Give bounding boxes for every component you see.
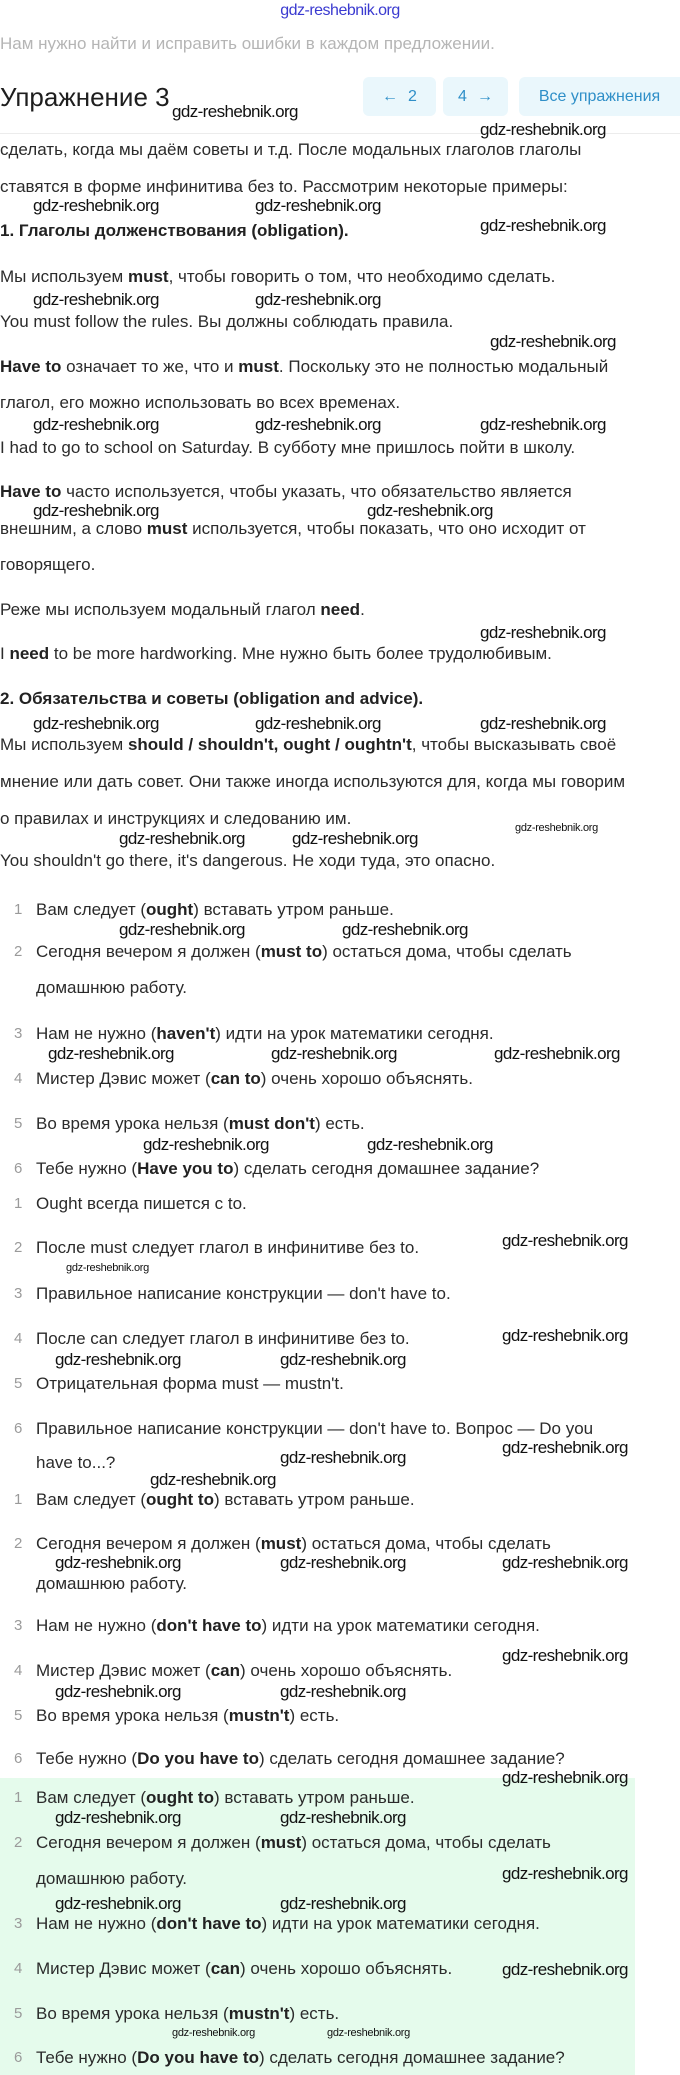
bold-term: ought bbox=[146, 900, 194, 919]
watermark: gdz-reshebnik.org bbox=[494, 1044, 620, 1063]
watermark: gdz-reshebnik.org bbox=[172, 2027, 255, 2039]
text-run: говорящего. bbox=[0, 555, 96, 574]
text-run: означает то же, что и bbox=[61, 357, 239, 376]
bold-term: don't have to bbox=[156, 1914, 262, 1933]
text-run: I bbox=[0, 644, 10, 663]
text-run: сделать, когда мы даём советы и т.д. После модальных глаголов глаголы bbox=[0, 140, 582, 159]
watermark: gdz-reshebnik.org bbox=[55, 1808, 181, 1827]
all-exercises-label: Все упражнения bbox=[538, 87, 661, 105]
watermark: gdz-reshebnik.org bbox=[55, 1553, 181, 1572]
bold-term: 2. Обязательства и советы (obligation and advice). bbox=[0, 689, 424, 708]
item-number: 2 bbox=[14, 1239, 23, 1256]
bold-term: can bbox=[210, 1959, 241, 1978]
text-run: , чтобы высказывать своё bbox=[411, 735, 617, 754]
bold-term: must bbox=[260, 1833, 302, 1852]
watermark: gdz-reshebnik.org bbox=[255, 714, 381, 733]
bold-term: must bbox=[146, 519, 188, 538]
item-number: 4 bbox=[14, 1662, 23, 1679]
item-number: 4 bbox=[14, 1070, 23, 1087]
list-item-text bbox=[36, 2004, 339, 2024]
theory-line bbox=[0, 600, 365, 620]
prev-exercise-label: 2 bbox=[408, 87, 417, 105]
text-run: . bbox=[360, 600, 365, 619]
all-exercises-button[interactable] bbox=[519, 77, 680, 116]
theory-line bbox=[0, 312, 453, 332]
text-run: ) очень хорошо объяснять. bbox=[240, 1959, 453, 1978]
text-run: Вам следует ( bbox=[36, 900, 146, 919]
watermark: gdz-reshebnik.org bbox=[502, 1646, 628, 1665]
item-number: 2 bbox=[14, 1535, 23, 1552]
text-run: ) сделать сегодня домашнее задание? bbox=[258, 1749, 565, 1768]
bold-term: Do you have to bbox=[137, 1749, 259, 1768]
text-run: . Поскольку это не полностью модальный bbox=[278, 357, 609, 376]
item-number: 6 bbox=[14, 1750, 23, 1767]
text-run: ) идти на урок математики сегодня. bbox=[261, 1914, 540, 1933]
watermark: gdz-reshebnik.org bbox=[327, 2027, 410, 2039]
list-item-text bbox=[36, 1069, 473, 1089]
watermark: gdz-reshebnik.org bbox=[480, 623, 606, 642]
text-run: Сегодня вечером я должен ( bbox=[36, 1534, 261, 1553]
theory-line bbox=[0, 519, 586, 539]
watermark: gdz-reshebnik.org bbox=[480, 216, 606, 235]
text-run: , чтобы говорить о том, что необходимо сделать. bbox=[168, 267, 556, 286]
bold-term: must don't bbox=[228, 1114, 315, 1133]
text-run: ) остаться дома, чтобы сделать bbox=[301, 1534, 551, 1553]
theory-line bbox=[0, 438, 575, 458]
text-run: Вам следует ( bbox=[36, 1788, 146, 1807]
text-run: to be more hardworking. Мне нужно быть более трудолюбивым. bbox=[49, 644, 552, 663]
theory-line bbox=[0, 689, 423, 709]
watermark: gdz-reshebnik.org bbox=[280, 1553, 406, 1572]
list-item-text bbox=[36, 1534, 551, 1554]
item-number: 1 bbox=[14, 1491, 23, 1508]
item-number: 5 bbox=[14, 1707, 23, 1724]
bold-term: need bbox=[9, 644, 50, 663]
watermark: gdz-reshebnik.org bbox=[33, 196, 159, 215]
list-item-text bbox=[36, 1419, 593, 1439]
watermark: gdz-reshebnik.org bbox=[502, 1326, 628, 1345]
text-run: You shouldn't go there, it's dangerous. Не ходи туда, это опасно. bbox=[0, 851, 496, 870]
watermark: gdz-reshebnik.org bbox=[502, 1231, 628, 1250]
watermark: gdz-reshebnik.org bbox=[33, 415, 159, 434]
list-item-text bbox=[36, 1238, 419, 1258]
bold-term: ought to bbox=[146, 1788, 214, 1807]
theory-line bbox=[0, 177, 568, 197]
watermark: gdz-reshebnik.org bbox=[33, 290, 159, 309]
watermark: gdz-reshebnik.org bbox=[55, 1682, 181, 1701]
watermark: gdz-reshebnik.org bbox=[33, 714, 159, 733]
theory-line bbox=[0, 809, 351, 829]
arrow-right-icon: → bbox=[476, 87, 493, 105]
item-number: 6 bbox=[14, 2049, 23, 2066]
watermark: gdz-reshebnik.org bbox=[292, 829, 418, 848]
text-run: глагол, его можно использовать во всех временах. bbox=[0, 393, 401, 412]
bold-term: Do you have to bbox=[137, 2048, 259, 2067]
bold-term: must bbox=[238, 357, 279, 376]
bold-term: must bbox=[127, 267, 169, 286]
watermark: gdz-reshebnik.org bbox=[280, 1894, 406, 1913]
text-run: Тебе нужно ( bbox=[36, 1749, 138, 1768]
text-run: Сегодня вечером я должен ( bbox=[36, 942, 261, 961]
text-run: Мы используем bbox=[0, 267, 128, 286]
list-item-text bbox=[36, 1749, 565, 1769]
watermark: gdz-reshebnik.org bbox=[55, 1894, 181, 1913]
text-run: Реже мы используем модальный глагол bbox=[0, 600, 321, 619]
list-item-text bbox=[36, 1616, 540, 1636]
text-run: I had to go to school on Saturday. В субботу мне пришлось пойти в школу. bbox=[0, 438, 576, 457]
text-run: ) идти на урок математики сегодня. bbox=[215, 1024, 494, 1043]
text-run: домашнюю работу. bbox=[36, 1574, 187, 1593]
text-run: ) очень хорошо объяснять. bbox=[260, 1069, 473, 1088]
text-run: Нам не нужно ( bbox=[36, 1914, 157, 1933]
bold-term: can bbox=[210, 1661, 241, 1680]
text-run: ) есть. bbox=[314, 1114, 365, 1133]
text-run: Во время урока нельзя ( bbox=[36, 2004, 229, 2023]
item-number: 3 bbox=[14, 1617, 23, 1634]
list-item-text bbox=[36, 1329, 410, 1349]
watermark: gdz-reshebnik.org bbox=[119, 829, 245, 848]
list-item-text bbox=[36, 1114, 365, 1134]
text-run: Во время урока нельзя ( bbox=[36, 1114, 229, 1133]
text-run: Правильное написание конструкции — don't have to. Вопрос — Do you bbox=[36, 1419, 594, 1438]
text-run: используется, чтобы показать, что оно исходит от bbox=[187, 519, 586, 538]
list-item-text bbox=[36, 900, 394, 920]
watermark: gdz-reshebnik.org bbox=[143, 1135, 269, 1154]
theory-line bbox=[0, 851, 495, 871]
item-number: 1 bbox=[14, 1195, 23, 1212]
text-run: Тебе нужно ( bbox=[36, 2048, 138, 2067]
text-run: Вам следует ( bbox=[36, 1490, 146, 1509]
text-run: ) остаться дома, чтобы сделать bbox=[301, 1833, 551, 1852]
list-item-text bbox=[36, 1959, 452, 1979]
text-run: После can следует глагол в инфинитиве без to. bbox=[36, 1329, 410, 1348]
list-item-text bbox=[36, 1788, 415, 1808]
text-run: Сегодня вечером я должен ( bbox=[36, 1833, 261, 1852]
watermark: gdz-reshebnik.org bbox=[367, 1135, 493, 1154]
item-number: 6 bbox=[14, 1160, 23, 1177]
bold-term: ought to bbox=[146, 1490, 214, 1509]
theory-line bbox=[0, 644, 552, 664]
text-run: ) есть. bbox=[289, 2004, 340, 2023]
text-run: Мистер Дэвис может ( bbox=[36, 1661, 211, 1680]
list-item-text bbox=[36, 1374, 344, 1394]
bold-term: don't have to bbox=[156, 1616, 262, 1635]
text-run: ставятся в форме инфинитива без to. Рассмотрим некоторые примеры: bbox=[0, 177, 568, 196]
list-item-text bbox=[36, 1194, 247, 1214]
text-run: Тебе нужно ( bbox=[36, 1159, 138, 1178]
item-number: 2 bbox=[14, 943, 23, 960]
watermark: gdz-reshebnik.org bbox=[55, 1350, 181, 1369]
watermark: gdz-reshebnik.org bbox=[502, 1768, 628, 1787]
theory-line bbox=[0, 555, 95, 575]
theory-line bbox=[0, 221, 349, 241]
text-run: Нам не нужно ( bbox=[36, 1616, 157, 1635]
text-run: have to...? bbox=[36, 1453, 116, 1472]
watermark: gdz-reshebnik.org bbox=[502, 1960, 628, 1979]
bold-term: Have to bbox=[0, 482, 62, 501]
exercise-intro: Нам нужно найти и исправить ошибки в каждом предложении. bbox=[0, 34, 495, 53]
theory-line bbox=[0, 267, 555, 287]
watermark: gdz-reshebnik.org bbox=[172, 102, 298, 121]
site-watermark: gdz-reshebnik.org bbox=[280, 2, 400, 19]
watermark: gdz-reshebnik.org bbox=[502, 1438, 628, 1457]
list-item-text bbox=[36, 1661, 452, 1681]
text-run: ) вставать утром раньше. bbox=[193, 900, 394, 919]
bold-term: mustn't bbox=[228, 1706, 290, 1725]
watermark: gdz-reshebnik.org bbox=[280, 1350, 406, 1369]
item-number: 6 bbox=[14, 1420, 23, 1437]
item-number: 5 bbox=[14, 1115, 23, 1132]
text-run: о правилах и инструкциях и следованию им. bbox=[0, 809, 352, 828]
watermark: gdz-reshebnik.org bbox=[119, 920, 245, 939]
watermark: gdz-reshebnik.org bbox=[490, 332, 616, 351]
watermark: gdz-reshebnik.org bbox=[33, 501, 159, 520]
watermark: gdz-reshebnik.org bbox=[480, 714, 606, 733]
list-item-text bbox=[36, 1159, 539, 1179]
bold-term: haven't bbox=[156, 1024, 216, 1043]
watermark: gdz-reshebnik.org bbox=[255, 415, 381, 434]
watermark: gdz-reshebnik.org bbox=[367, 501, 493, 520]
text-run: внешним, а слово bbox=[0, 519, 147, 538]
theory-line bbox=[0, 357, 608, 377]
arrow-left-icon: ← bbox=[382, 87, 399, 105]
watermark: gdz-reshebnik.org bbox=[480, 120, 606, 139]
watermark: gdz-reshebnik.org bbox=[255, 196, 381, 215]
list-item-text bbox=[36, 942, 572, 962]
text-run: You must follow the rules. Вы должны соблюдать правила. bbox=[0, 312, 454, 331]
text-run: ) сделать сегодня домашнее задание? bbox=[233, 1159, 540, 1178]
text-run: После must следует глагол в инфинитиве без to. bbox=[36, 1238, 420, 1257]
text-run: ) сделать сегодня домашнее задание? bbox=[258, 2048, 565, 2067]
watermark: gdz-reshebnik.org bbox=[502, 1864, 628, 1883]
list-item-text bbox=[36, 1833, 551, 1853]
bold-term: must bbox=[260, 1534, 302, 1553]
bold-term: Have to bbox=[0, 357, 62, 376]
bold-term: must to bbox=[260, 942, 323, 961]
text-run: домашнюю работу. bbox=[36, 1869, 187, 1888]
bold-term: should / shouldn't, ought / oughtn't bbox=[127, 735, 412, 754]
watermark: gdz-reshebnik.org bbox=[271, 1044, 397, 1063]
item-number: 1 bbox=[14, 1789, 23, 1806]
list-item-text bbox=[36, 2048, 565, 2068]
list-item-text bbox=[36, 1490, 415, 1510]
text-run: ) вставать утром раньше. bbox=[213, 1788, 415, 1807]
item-number: 5 bbox=[14, 2005, 23, 2022]
bold-term: 1. Глаголы долженствования (obligation). bbox=[0, 221, 349, 240]
watermark: gdz-reshebnik.org bbox=[480, 415, 606, 434]
text-run: ) идти на урок математики сегодня. bbox=[261, 1616, 540, 1635]
item-number: 3 bbox=[14, 1915, 23, 1932]
theory-line bbox=[0, 482, 572, 502]
watermark: gdz-reshebnik.org bbox=[502, 1553, 628, 1572]
list-item-text bbox=[36, 1706, 339, 1726]
text-run: мнение или дать совет. Они также иногда используются для, когда мы говорим bbox=[0, 772, 626, 791]
list-item-text bbox=[36, 1453, 115, 1473]
watermark: gdz-reshebnik.org bbox=[255, 290, 381, 309]
list-item-text bbox=[36, 1024, 494, 1044]
text-run: ) очень хорошо объяснять. bbox=[240, 1661, 453, 1680]
bold-term: can to bbox=[210, 1069, 261, 1088]
text-run: часто используется, чтобы указать, что обязательство является bbox=[61, 482, 572, 501]
list-item-text bbox=[36, 978, 187, 998]
text-run: Отрицательная форма must — mustn't. bbox=[36, 1374, 344, 1393]
text-run: Мистер Дэвис может ( bbox=[36, 1959, 211, 1978]
watermark: gdz-reshebnik.org bbox=[515, 822, 598, 834]
text-run: Нам не нужно ( bbox=[36, 1024, 157, 1043]
item-number: 2 bbox=[14, 1834, 23, 1851]
list-item-text bbox=[36, 1284, 451, 1304]
watermark: gdz-reshebnik.org bbox=[66, 1262, 149, 1274]
bold-term: need bbox=[320, 600, 361, 619]
text-run: Ought всегда пишется с to. bbox=[36, 1194, 247, 1213]
watermark: gdz-reshebnik.org bbox=[280, 1682, 406, 1701]
item-number: 1 bbox=[14, 901, 23, 918]
prev-exercise-button[interactable] bbox=[363, 77, 436, 116]
item-number: 3 bbox=[14, 1025, 23, 1042]
page-title: Упражнение 3 bbox=[0, 82, 170, 112]
next-exercise-label: 4 bbox=[458, 87, 467, 105]
list-item-text bbox=[36, 1574, 187, 1594]
bold-term: mustn't bbox=[228, 2004, 290, 2023]
item-number: 3 bbox=[14, 1285, 23, 1302]
theory-line bbox=[0, 393, 400, 413]
watermark: gdz-reshebnik.org bbox=[280, 1808, 406, 1827]
text-run: ) остаться дома, чтобы сделать bbox=[322, 942, 572, 961]
watermark: gdz-reshebnik.org bbox=[150, 1470, 276, 1489]
watermark: gdz-reshebnik.org bbox=[48, 1044, 174, 1063]
theory-line bbox=[0, 772, 625, 792]
bold-term: Have you to bbox=[137, 1159, 234, 1178]
watermark: gdz-reshebnik.org bbox=[280, 1448, 406, 1467]
text-run: Мистер Дэвис может ( bbox=[36, 1069, 211, 1088]
theory-line bbox=[0, 140, 581, 160]
text-run: Мы используем bbox=[0, 735, 128, 754]
theory-line bbox=[0, 735, 616, 755]
next-exercise-button[interactable] bbox=[443, 77, 508, 116]
list-item-text bbox=[36, 1869, 187, 1889]
text-run: ) есть. bbox=[289, 1706, 340, 1725]
item-number: 5 bbox=[14, 1375, 23, 1392]
list-item-text bbox=[36, 1914, 540, 1934]
text-run: Правильное написание конструкции — don't have to. bbox=[36, 1284, 451, 1303]
item-number: 4 bbox=[14, 1330, 23, 1347]
item-number: 4 bbox=[14, 1960, 23, 1977]
watermark: gdz-reshebnik.org bbox=[342, 920, 468, 939]
text-run: домашнюю работу. bbox=[36, 978, 187, 997]
text-run: ) вставать утром раньше. bbox=[213, 1490, 415, 1509]
text-run: Во время урока нельзя ( bbox=[36, 1706, 229, 1725]
